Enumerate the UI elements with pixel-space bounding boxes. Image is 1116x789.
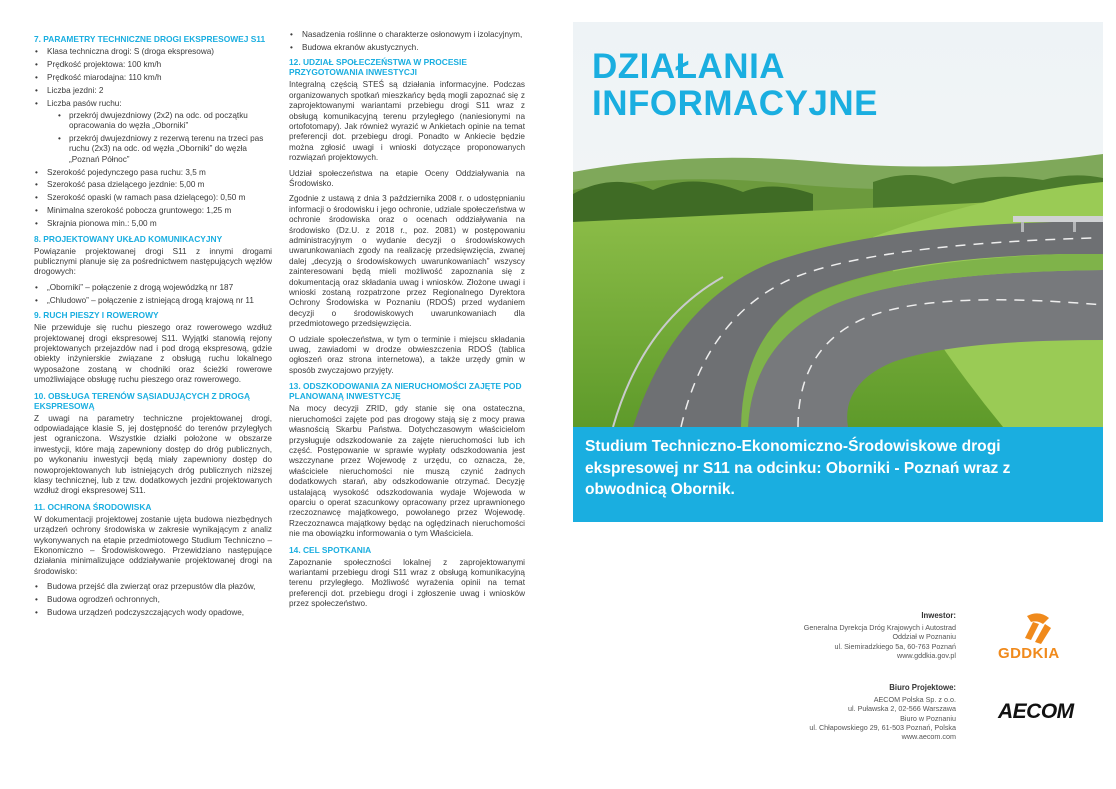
list-item: • „Oborniki” – połączenie z drogą wojewódzką nr 187: [34, 283, 272, 293]
section-8-text: Powiązanie projektowanej drogi S11 z innymi drogami publicznymi planuje się za pośrednictwem następujących węzłów drogowych:: [34, 246, 272, 277]
section-title-7: 7. PARAMETRY TECHNICZNE DROGI EKSPRESOWEJ S11: [34, 34, 266, 44]
study-title: Studium Techniczno-Ekonomiczno-Środowiskowe drogi ekspresowej nr S11 na odcinku: Oborniki - Poznań wraz z obwodnicą Obornik.: [585, 438, 1011, 498]
list-item: • Minimalna szerokość pobocza gruntowego: 1,25 m: [34, 206, 272, 216]
junctions-list: [34, 283, 272, 306]
environment-measures-list-cont: [289, 30, 525, 53]
list-item: • „Chludowo” – połączenie z istniejącą drogą krajową nr 11: [34, 296, 272, 306]
sublist-item: • przekrój dwujezdniowy (2x2) na odc. od początku opracowania do węzła „Oborniki”: [47, 111, 272, 132]
section-title-9: 9. RUCH PIESZY I ROWEROWY: [34, 310, 159, 321]
technical-params-list: [34, 47, 272, 230]
aecom-logo: AECOM: [998, 700, 1074, 723]
section-title-12: 12. UDZIAŁ SPOŁECZEŃSTWA W PROCESIE PRZYGOTOWANIA INWESTYCJI: [289, 57, 467, 78]
section-title-11: 11. OCHRONA ŚRODOWISKA: [34, 501, 152, 512]
section-title-8: 8. PROJEKTOWANY UKŁAD KOMUNIKACYJNY: [34, 233, 223, 244]
list-item-text: Liczba pasów ruchu:: [47, 98, 122, 108]
section-12-paragraph: Integralną częścią STEŚ są działania informacyjne. Podczas organizowanych spotkań mieszkańcy będą mogli zapoznać się z zaprojektowanymi wariantami przebiegu drogi S11 wraz z obsługą komunikacyjną terenu przyległego (naniesionymi na ortofotomapy). Jak również wyrazić w Ankietach opinie na temat preferencji dot. przebiegu drogi. Ponadto w Ankiecie będzie można zgłosić uwagi i wnioski dotyczące proponowanych rozwiązań projektowych.: [289, 80, 525, 163]
list-item: • Klasa techniczna drogi: S (droga ekspresowa): [34, 47, 272, 57]
lanes-sublist: [47, 111, 272, 165]
investor-block: [804, 611, 956, 660]
investor-line: Oddział w Poznaniu: [892, 632, 956, 642]
list-item: • Prędkość miarodajna: 110 km/h: [34, 73, 272, 83]
hero-title-line: INFORMACYJNE: [592, 84, 879, 123]
bureau-line: AECOM Polska Sp. z o.o.: [873, 695, 956, 705]
sublist-item: • przekrój dwujezdniowy z rezerwą terenu na trzeci pas ruchu (2x3) na odc. od węzła „Oborniki” do węzła „Poznań Północ”: [47, 134, 272, 165]
bureau-line: Biuro w Poznaniu: [900, 713, 956, 723]
section-9-text: Nie przewiduje się ruchu pieszego oraz rowerowego wzdłuż projektowanej drogi ekspresowej S11. Wyjątki stanowią rejony projektowanych przejazdów nad i pod drogą ekspresową, gdzie obiekty inżynierskie związane z obsługą ruchu lokalnego wyposażone zostaną w chodniki oraz ścieżki rowerowe umożliwiające obsługę ruchu pieszego oraz rowerowego.: [34, 323, 272, 385]
bureau-line: ul. Chłapowskiego 29, 61-503 Poznań, Polska: [809, 722, 956, 732]
hero-title-line: DZIAŁANIA: [592, 47, 786, 86]
list-item: • Budowa przejść dla zwierząt oraz przepustów dla płazów,: [34, 582, 272, 592]
list-item: • Skrajnia pionowa min.: 5,00 m: [34, 219, 272, 229]
column-left: [34, 30, 272, 622]
list-item: • Szerokość opaski (w ramach pasa dzielącego): 0,50 m: [34, 193, 272, 203]
column-middle: [289, 30, 525, 615]
section-12-paragraph: Udział społeczeństwa na etapie Oceny Oddziaływania na Środowisko.: [289, 168, 525, 188]
list-item: • Liczba jezdni: 2: [34, 86, 272, 96]
bureau-label: Biuro Projektowe:: [889, 683, 956, 692]
investor-line: ul. Siemiradzkiego 5a, 60-763 Poznań: [834, 641, 956, 651]
gddkia-logo: GDDKIA: [998, 645, 1060, 662]
list-item: • Budowa urządzeń podczyszczających wody opadowe,: [34, 608, 272, 618]
design-bureau-block: [809, 683, 956, 741]
hero-title: [592, 48, 878, 122]
list-item: • Szerokość pasa dzielącego jezdnie: 5,00 m: [34, 180, 272, 190]
investor-label: Inwestor:: [921, 611, 956, 620]
investor-website-link[interactable]: www.gddkia.gov.pl: [897, 650, 956, 660]
list-item: • Szerokość pojedynczego pasa ruchu: 3,5 m: [34, 168, 272, 178]
section-12-paragraph: O udziale społeczeństwa, w tym o terminie i miejscu składania uwag, zawiadomi w drodze obwieszczenia RDOŚ (tablica ogłoszeń oraz strona internetowa), a także urzędy gmin w sposób zwyczajowo przyjęty.: [289, 334, 525, 375]
section-10-text: Z uwagi na parametry techniczne projektowanej drogi, odpowiadające klasie S, jej dostępność do terenów przyległych jest ograniczona. Wszystkie działki położone w obszarze inwestycji, które mają zapewniony dostęp do dróg publicznych, po wykonaniu inwestycji będą miały zapewniony dostęp do nowoprojektowanych lub istniejących dróg publicznych niższej klasy technicznej, lub z tzw. dodatkowych jezdni projektowanych wzdłuż drogi ekspresowej S11.: [34, 413, 272, 496]
section-13-text: Na mocy decyzji ZRID, gdy stanie się ona ostateczna, nieruchomości zajęte pod pas drogowy stają się z mocy prawa własnością Skarbu Państwa. Dotychczasowym właścicielom przysługuje odszkodowanie za zajęte nieruchomości lub ich część. Postępowanie w sprawie wypłaty odszkodowania jest wszczynane przez Wojewodę z urzędu, co oznacza, że, właściciele nieruchomości nie muszą czynić żadnych dodatkowych starań, aby odszkodowanie otrzymać. Decyzję ustalającą wysokość odszkodowania wydaje Wojewoda w oparciu o operat szacunkowy opracowany przez uprawnionego rzeczoznawcę majątkowego, powołanego przez Wojewodę. Rzeczoznawca majątkowy będąc na oględzinach nieruchomości nie ma obowiązku informowania o tym Właściciela.: [289, 404, 525, 539]
list-item: • Budowa ogrodzeń ochronnych,: [34, 595, 272, 605]
section-title-13: 13. ODSZKODOWANIA ZA NIERUCHOMOŚCI ZAJĘTE POD PLANOWANĄ INWESTYCJĘ: [289, 381, 522, 402]
list-item: • Nasadzenia roślinne o charakterze osłonowym i izolacyjnym,: [289, 30, 525, 40]
list-item: • Prędkość projektowa: 100 km/h: [34, 60, 272, 70]
study-title-banner: [573, 427, 1103, 522]
section-11-text: W dokumentacji projektowej zostanie ujęta budowa niezbędnych urządzeń ochrony środowiska w zakresie wynikającym z analiz wykonywanych na etapie przedmiotowego Studium Techniczno – Ekonomiczno – Środowiskowego. Przewidziano następujące działania minimalizujące oddziaływanie projektowanej drogi na środowisko:: [34, 514, 272, 576]
bureau-website-link[interactable]: www.aecom.com: [901, 732, 956, 742]
list-item: • Budowa ekranów akustycznych.: [289, 43, 525, 53]
section-14-text: Zapoznanie społeczności lokalnej z zaprojektowanymi wariantami przebiegu drogi S11 wraz z obsługą komunikacyjną terenu przyległego. Możliwość wyrażenia opinii na temat preferencji dot. przebiegu drogi i zgłoszenie uwag i wniosków przez społeczeństwo.: [289, 557, 525, 609]
list-item: [34, 99, 272, 165]
environment-measures-list: [34, 582, 272, 618]
bureau-line: ul. Puławska 2, 02-566 Warszawa: [848, 704, 956, 714]
investor-line: Generalna Dyrekcja Dróg Krajowych i Autostrad: [803, 623, 956, 633]
section-12-paragraph: Zgodnie z ustawą z dnia 3 października 2008 r. o udostępnianiu informacji o środowisku i jego ochronie, udziale społeczeństwa w ochronie środowiska oraz o ocenach oddziaływania na środowisko (Dz.U. z 2018 r., poz. 2081) w postępowaniu administracyjnym o wydanie decyzji o środowiskowych uwarunkowaniach zgody na realizację przedsięwzięcia, zwanej dalej „decyzją o środowiskowych uwarunkowaniach” wszyscy zainteresowani będą mieli możliwość zapoznania się z dokumentacją oraz składania uwag i wniosków. Złożone uwagi i wnioski zostaną rozpatrzone przez Regionalnego Dyrektora Ochrony Środowiska w Poznaniu (RDOŚ) przed wydaniem decyzji o środowiskowych uwarunkowaniach dla przedmiotowego przedsięwzięcia.: [289, 194, 525, 329]
section-title-14: 14. CEL SPOTKANIA: [289, 544, 372, 555]
section-title-10: 10. OBSŁUGA TERENÓW SĄSIADUJĄCYCH Z DROGĄ EKSPRESOWĄ: [34, 390, 251, 411]
